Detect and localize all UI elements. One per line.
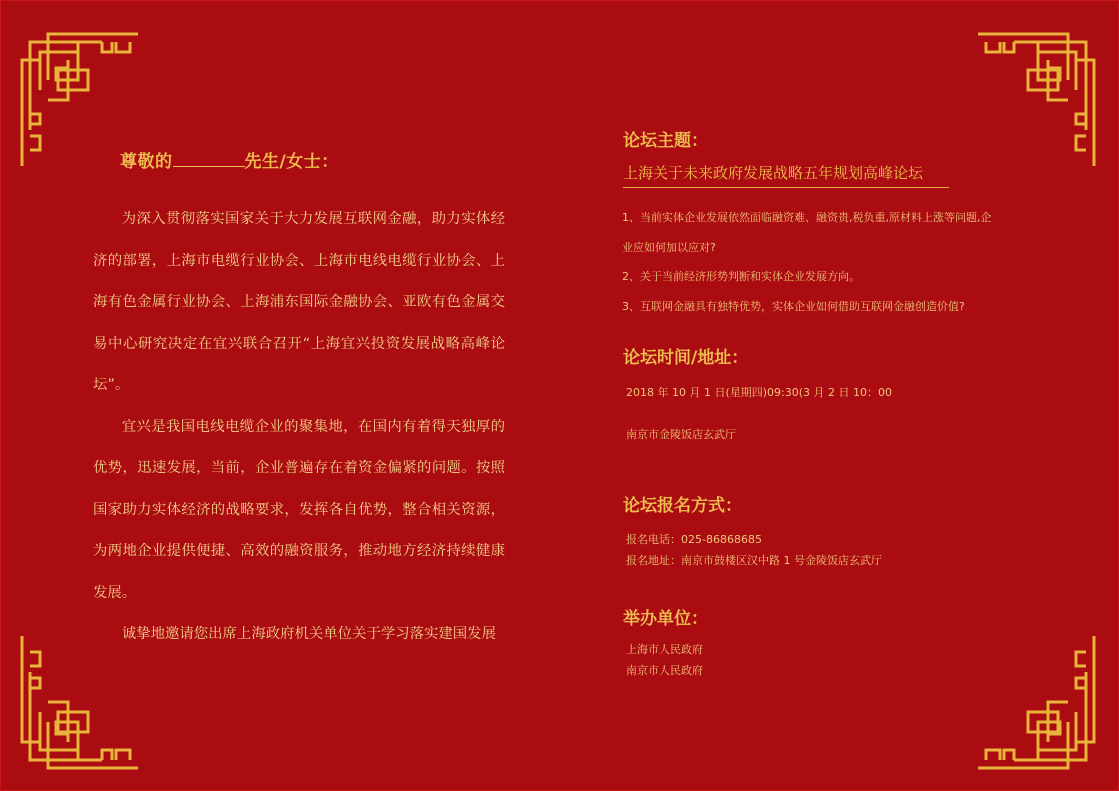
list-item: 3、互联网金融具有独特优势，实体企业如何借助互联网金融创造价值?	[622, 299, 965, 313]
organizer-item: 南京市人民政府	[626, 664, 703, 677]
corner-ornament-icon	[974, 632, 1098, 772]
letter-body	[93, 199, 505, 656]
list-item: 业应如何加以应对?	[622, 240, 716, 254]
greeting-prefix: 尊敬的	[120, 152, 173, 172]
list-item: 2、关于当前经济形势判断和实体企业发展方向。	[622, 270, 860, 283]
time-heading: 论坛时间/地址：	[623, 348, 749, 368]
greeting-suffix: 先生/女士：	[244, 152, 339, 172]
letter-paragraph: 宜兴是我国电线电缆企业的聚集地，在国内有着得天独厚的优势，迅速发展，当前，企业普遍存在着资金偏紧的问题。按照国家助力实体经济的战略要求，发挥各自优势，整合相关资源，为两地企业提供便捷、高效的融资服务，推动地方经济持续健康发展。	[93, 418, 505, 601]
forum-time: 2018 年 10 月 1 日(星期四)09:30(3 月 2 日 10：00	[626, 386, 893, 399]
organizer-heading: 举办单位：	[623, 609, 708, 629]
corner-ornament-icon	[974, 30, 1098, 170]
theme-heading: 论坛主题：	[623, 131, 708, 151]
organizer-item: 上海市人民政府	[626, 643, 703, 656]
theme-title: 上海关于未来政府发展战略五年规划高峰论坛	[623, 162, 949, 188]
forum-address: 南京市金陵饭店玄武厅	[626, 428, 736, 441]
list-item: 1、当前实体企业发展依然面临融资难、融资贵,税负重,原材料上涨等问题,企	[622, 211, 992, 224]
register-phone: 报名电话：025-86868685	[626, 533, 762, 546]
register-heading: 论坛报名方式：	[623, 496, 742, 516]
register-address: 报名地址：南京市鼓楼区汉中路 1 号金陵饭店玄武厅	[626, 554, 882, 567]
topic-list	[622, 203, 1032, 321]
greeting	[120, 147, 339, 172]
letter-paragraph: 诚挚地邀请您出席上海政府机关单位关于学习落实建国发展	[121, 626, 496, 642]
name-blank	[173, 152, 245, 167]
letter-paragraph: 为深入贯彻落实国家关于大力发展互联网金融，助力实体经济的部署，上海市电缆行业协会、上海市电线电缆行业协会、上海有色金属行业协会、上海浦东国际金融协会、亚欧有色金属交易中心研究决定在宜兴联合召开“上海宜兴投资发展战略高峰论坛”。	[93, 211, 505, 393]
